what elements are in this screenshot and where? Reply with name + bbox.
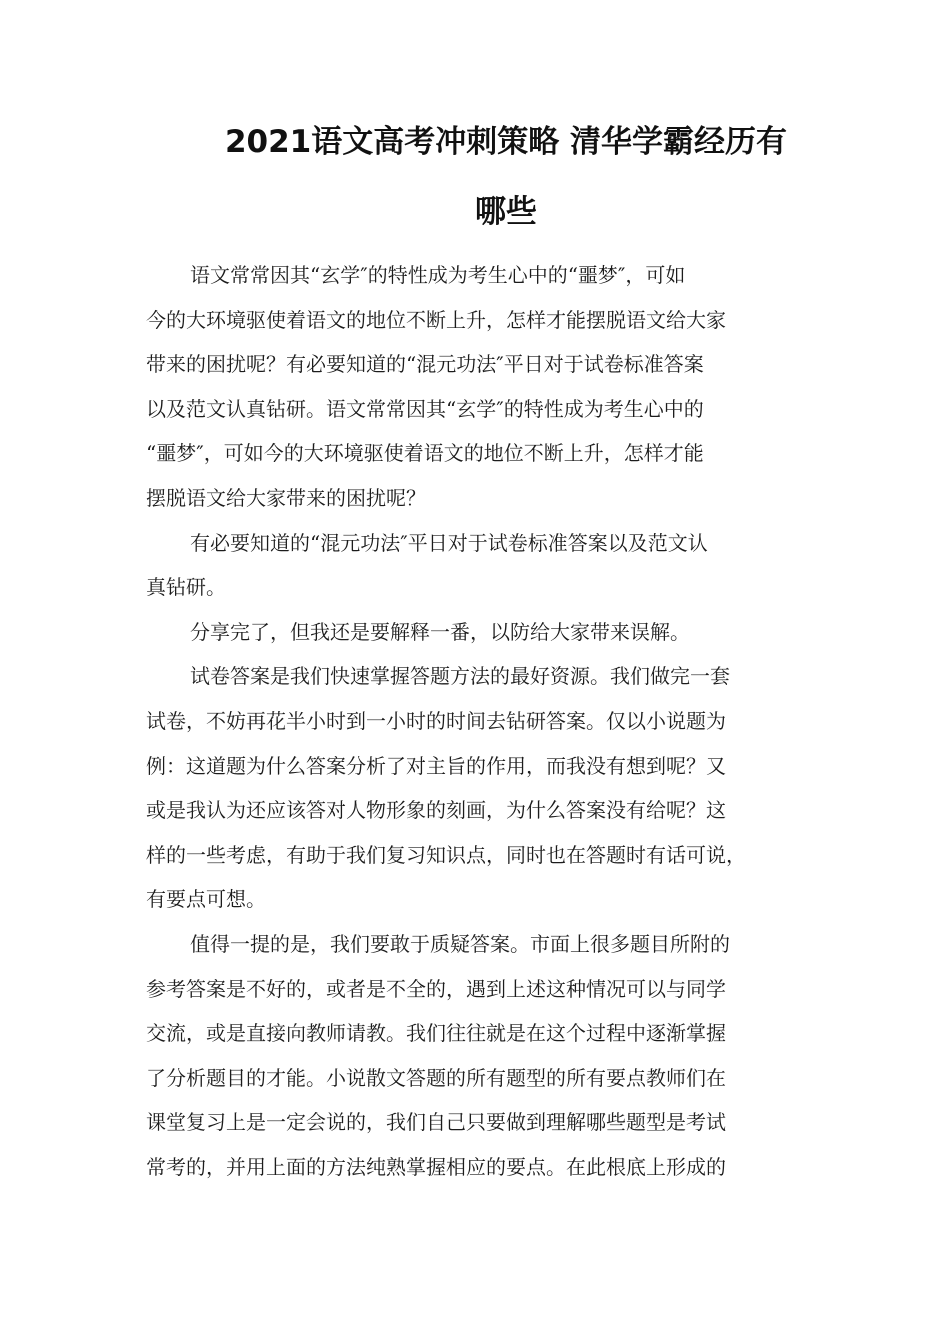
paragraph-line: 今的大环境驱使着语文的地位不断上升，怎样才能摆脱语文给大家: [146, 307, 726, 332]
document-title-line-1: 2021语文高考冲刺策略 清华学霸经历有: [224, 124, 788, 160]
paragraph-line: 样的一些考虑，有助于我们复习知识点，同时也在答题时有话可说，: [146, 842, 746, 867]
paragraph-line: 有必要知道的“混元功法″平日对于试卷标准答案以及范文认: [190, 530, 708, 555]
paragraph-line: 试卷，不妨再花半小时到一小时的时间去钻研答案。仅以小说题为: [146, 708, 726, 733]
paragraph-line: 了分析题目的才能。小说散文答题的所有题型的所有要点教师们在: [146, 1065, 726, 1090]
paragraph-line: 摆脱语文给大家带来的困扰呢？: [146, 485, 426, 510]
paragraph-line: 有要点可想。: [146, 887, 266, 912]
paragraph-line: 以及范文认真钻研。语文常常因其“玄学″的特性成为考生心中的: [146, 396, 704, 421]
paragraph-line: “噩梦″，可如今的大环境驱使着语文的地位不断上升，怎样才能: [146, 441, 704, 466]
paragraph-line: 课堂复习上是一定会说的，我们自己只要做到理解哪些题型是考试: [146, 1110, 726, 1135]
paragraph-line: 值得一提的是，我们要敢于质疑答案。市面上很多题目所附的: [190, 931, 730, 956]
paragraph-line: 参考答案是不好的，或者是不全的，遇到上述这种情况可以与同学: [146, 976, 726, 1001]
paragraph-line: 分享完了，但我还是要解释一番，以防给大家带来误解。: [190, 619, 690, 644]
paragraph-line: 带来的困扰呢？有必要知道的“混元功法″平日对于试卷标准答案: [146, 352, 704, 377]
paragraph-line: 真钻研。: [146, 575, 226, 600]
paragraph-line: 语文常常因其“玄学″的特性成为考生心中的“噩梦″，可如: [190, 263, 686, 287]
document-body: [146, 253, 810, 1189]
document-title-line-2: 哪些: [475, 194, 537, 230]
paragraph-line: 常考的，并用上面的方法纯熟掌握相应的要点。在此根底上形成的: [146, 1154, 726, 1179]
paragraph-line: 试卷答案是我们快速掌握答题方法的最好资源。我们做完一套: [190, 664, 730, 689]
paragraph-line: 交流，或是直接向教师请教。我们往往就是在这个过程中逐渐掌握: [146, 1021, 726, 1046]
paragraph-line: 或是我认为还应该答对人物形象的刻画，为什么答案没有给呢？这: [146, 798, 726, 823]
paragraph-line: 例：这道题为什么答案分析了对主旨的作用，而我没有想到呢？又: [146, 753, 726, 778]
